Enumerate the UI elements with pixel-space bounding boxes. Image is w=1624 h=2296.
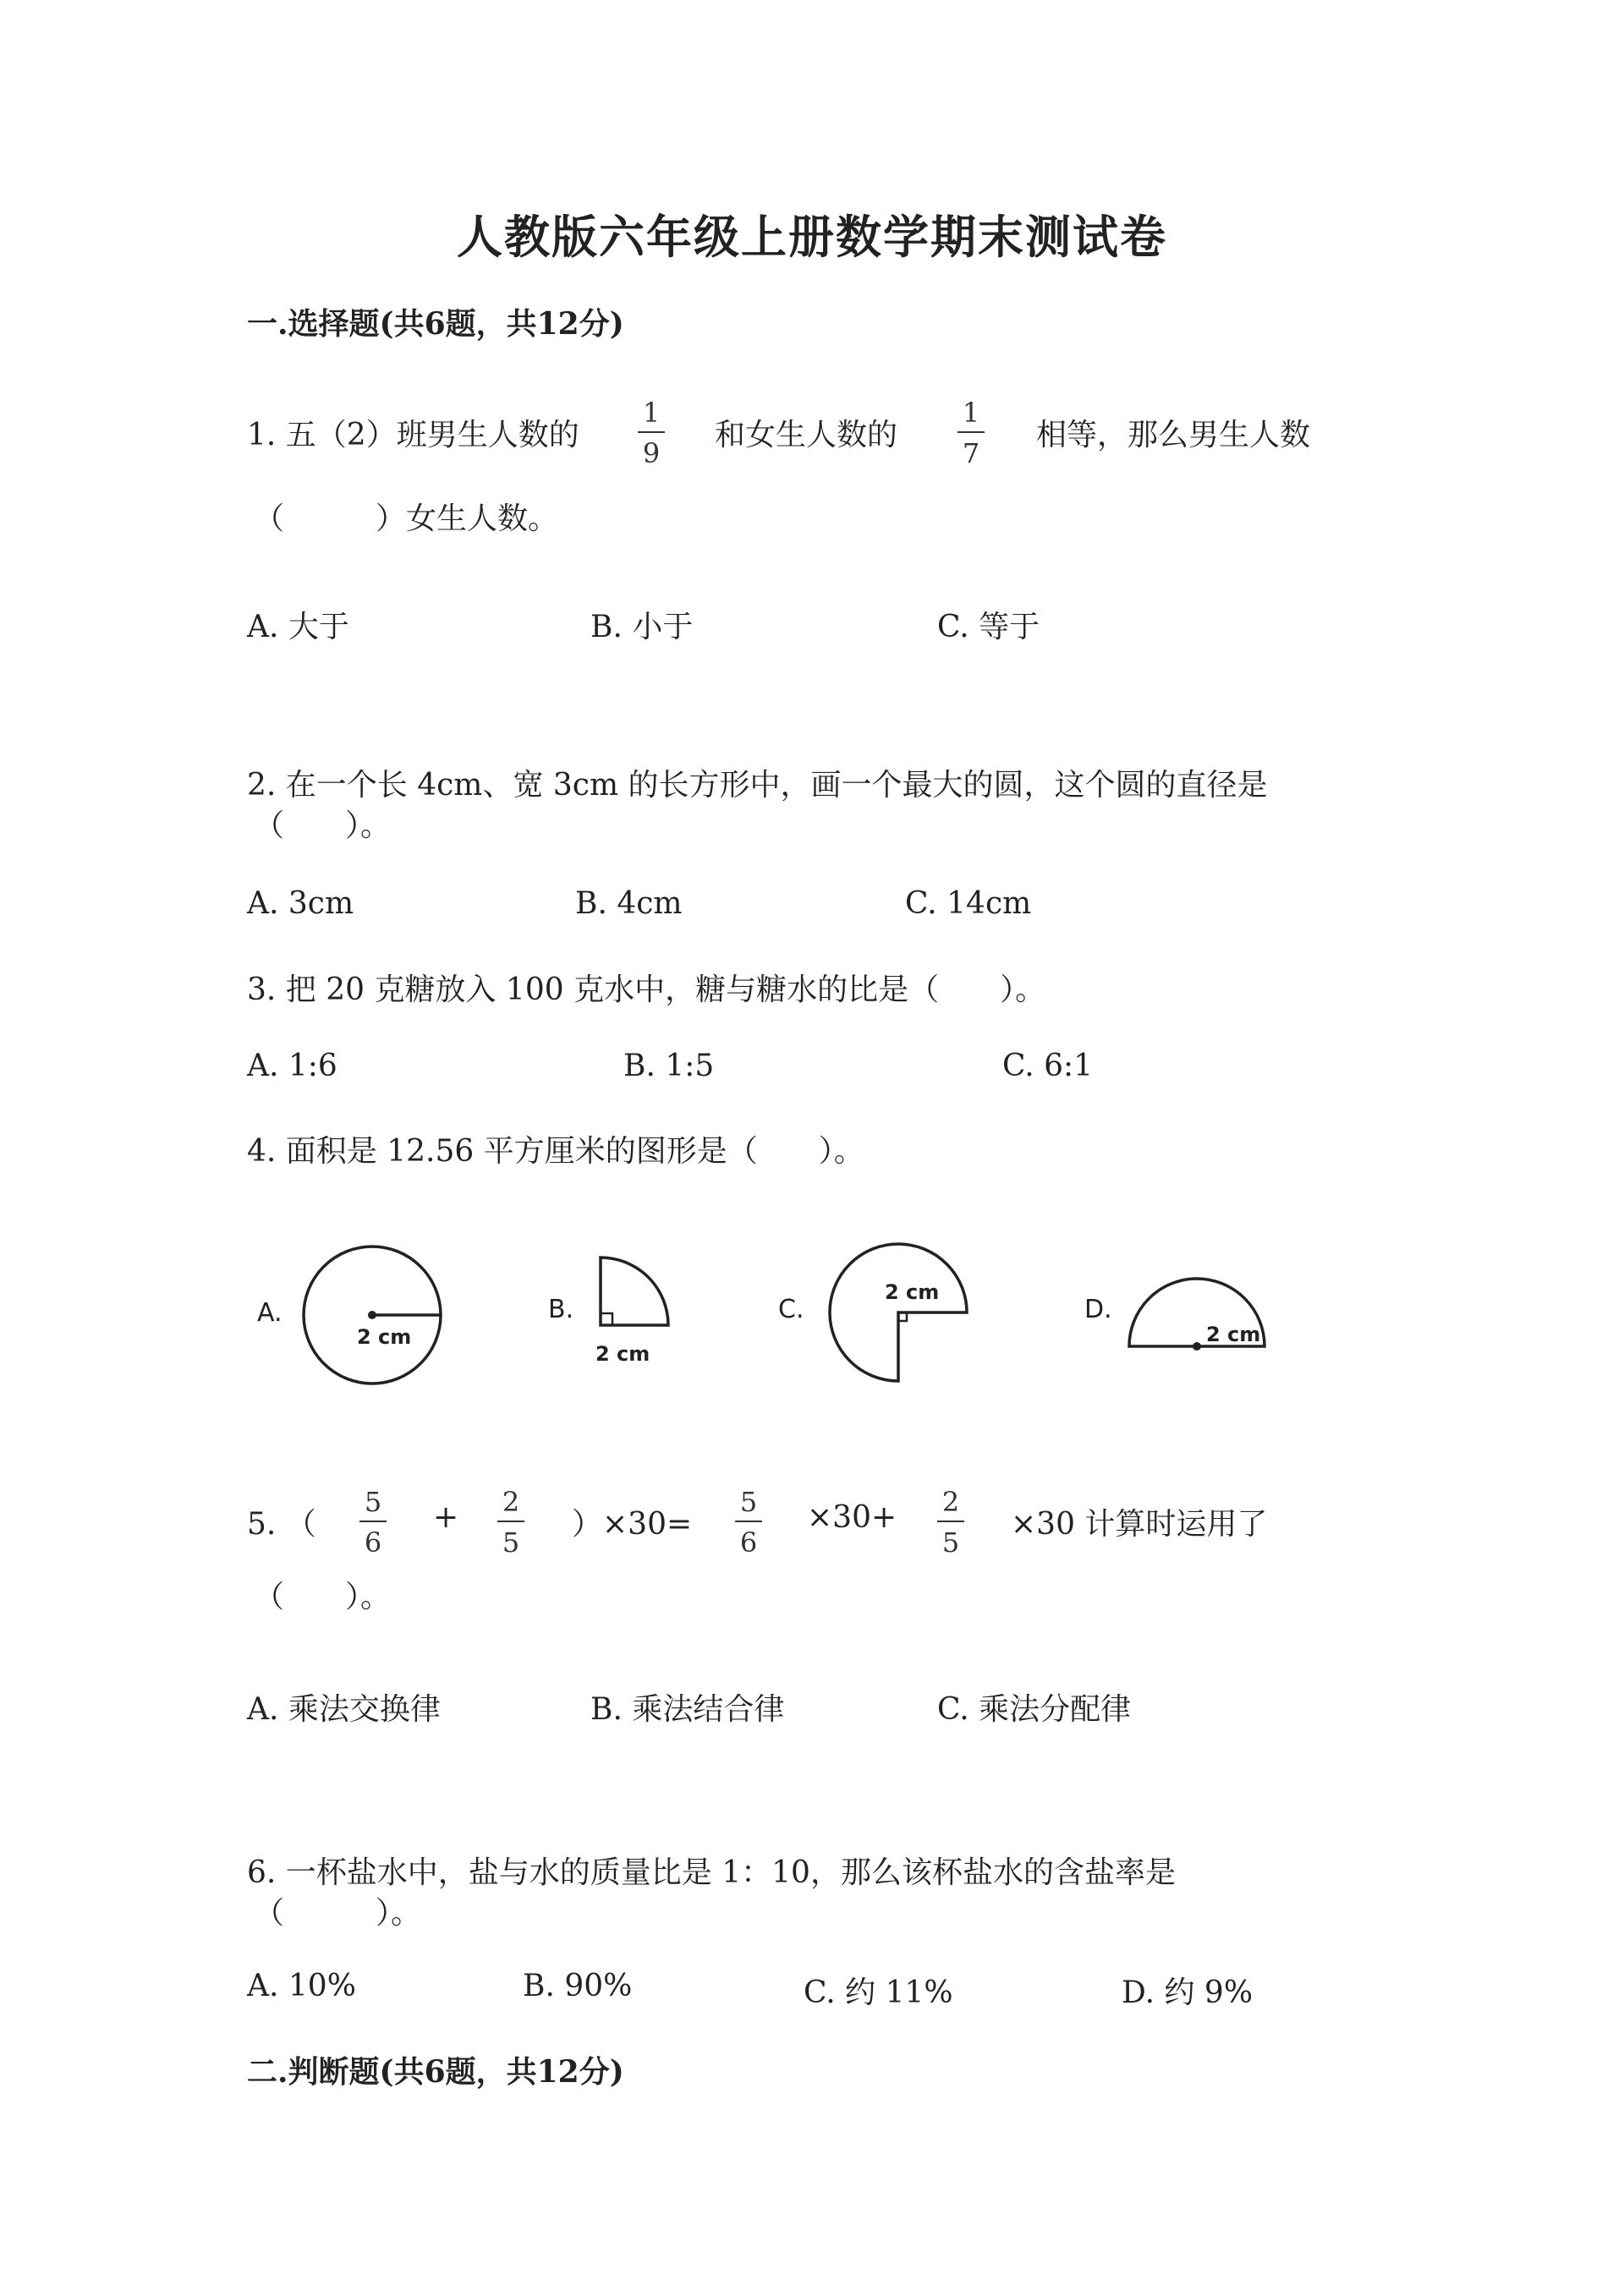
question-2-text-line1: 2. 在一个长 4cm、宽 3cm 的长方形中，画一个最大的圆，这个圆的直径是	[247, 768, 1268, 803]
fraction-denominator: 7	[962, 437, 980, 469]
fraction-denominator: 5	[941, 1526, 960, 1559]
figure-c-three-quarter-circle[interactable]	[820, 1233, 981, 1394]
question-1-fraction-1	[634, 399, 668, 467]
question-6-text-line2: （ ）。	[254, 1896, 422, 1931]
question-5-fraction-4	[934, 1486, 968, 1559]
fraction-numerator: 5	[739, 1486, 758, 1518]
question-5-option-c[interactable]: C. 乘法分配律	[937, 1692, 1132, 1727]
fraction-denominator: 5	[502, 1526, 520, 1559]
question-6-option-b[interactable]: B. 90%	[523, 1969, 633, 2003]
question-5-close: ）×30=	[572, 1507, 693, 1542]
figure-b-dimension: 2 cm	[595, 1342, 650, 1366]
question-6-text-line1: 6. 一杯盐水中，盐与水的质量比是 1：10，那么该杯盐水的含盐率是	[247, 1855, 1176, 1890]
fraction-denominator: 6	[739, 1526, 758, 1559]
question-3-option-b[interactable]: B. 1:5	[623, 1049, 715, 1083]
figure-c-dimension: 2 cm	[885, 1280, 940, 1304]
question-6-option-d[interactable]: D. 约 9%	[1122, 1975, 1254, 2010]
question-1-text-part3: 相等，那么男生人数	[1036, 418, 1311, 452]
fraction-denominator: 9	[642, 437, 661, 469]
question-2-option-b[interactable]: B. 4cm	[575, 886, 683, 921]
question-6-option-a[interactable]: A. 10%	[247, 1969, 356, 2003]
question-3-option-a[interactable]: A. 1:6	[247, 1049, 337, 1083]
question-5-tail: ×30 计算时运用了	[1011, 1507, 1268, 1542]
question-5-mid: ×30+	[807, 1500, 897, 1535]
question-6-option-c[interactable]: C. 约 11%	[804, 1975, 953, 2010]
question-5-text-line2: （ ）。	[254, 1580, 392, 1614]
question-1-text-line2: （ ）女生人数。	[254, 501, 559, 536]
question-1-text-part1: 1. 五（2）班男生人数的	[247, 418, 579, 452]
page-title: 人教版六年级上册数学期末测试卷	[457, 210, 1167, 264]
figure-a-dimension: 2 cm	[357, 1325, 412, 1349]
figure-c-label[interactable]: C.	[778, 1295, 804, 1324]
question-2-option-a[interactable]: A. 3cm	[247, 886, 354, 921]
section-heading-judgement: 二.判断题(共6题，共12分)	[247, 2054, 624, 2090]
figure-a-circle[interactable]	[296, 1239, 448, 1391]
figure-b-quarter-circle[interactable]	[584, 1247, 694, 1374]
question-1-option-a[interactable]: A. 大于	[247, 610, 349, 644]
section-heading-choice: 一.选择题(共6题，共12分)	[247, 306, 624, 342]
fraction-numerator: 2	[941, 1486, 960, 1518]
figure-d-label[interactable]: D.	[1084, 1295, 1112, 1324]
question-5-fraction-3	[732, 1486, 765, 1559]
question-5-open: 5. （	[247, 1507, 316, 1542]
question-5-plus: +	[433, 1500, 459, 1535]
fraction-numerator: 5	[364, 1486, 382, 1518]
question-1-text-part2: 和女生人数的	[715, 418, 898, 452]
question-1-option-b[interactable]: B. 小于	[590, 610, 694, 644]
fraction-numerator: 1	[642, 397, 661, 429]
question-4-text: 4. 面积是 12.56 平方厘米的图形是（ ）。	[247, 1134, 864, 1169]
question-5-fraction-2	[494, 1486, 528, 1559]
question-5-option-a[interactable]: A. 乘法交换律	[247, 1692, 441, 1727]
figure-d-dimension: 2 cm	[1206, 1323, 1261, 1346]
fraction-numerator: 2	[502, 1486, 520, 1518]
fraction-denominator: 6	[364, 1526, 382, 1559]
figure-b-label[interactable]: B.	[548, 1295, 574, 1324]
question-5-option-b[interactable]: B. 乘法结合律	[590, 1692, 785, 1727]
question-1-option-c[interactable]: C. 等于	[937, 610, 1040, 644]
figure-d-semicircle[interactable]	[1121, 1269, 1273, 1362]
figure-a-label[interactable]: A.	[257, 1298, 283, 1328]
question-3-text: 3. 把 20 克糖放入 100 克水中，糖与糖水的比是（ ）。	[247, 973, 1046, 1007]
question-5-fraction-1	[356, 1486, 390, 1559]
question-2-text-line2: （ ）。	[254, 808, 392, 843]
question-1-fraction-2	[954, 399, 988, 467]
question-3-option-c[interactable]: C. 6:1	[1002, 1049, 1094, 1083]
question-2-option-c[interactable]: C. 14cm	[905, 886, 1032, 921]
fraction-numerator: 1	[962, 397, 980, 429]
